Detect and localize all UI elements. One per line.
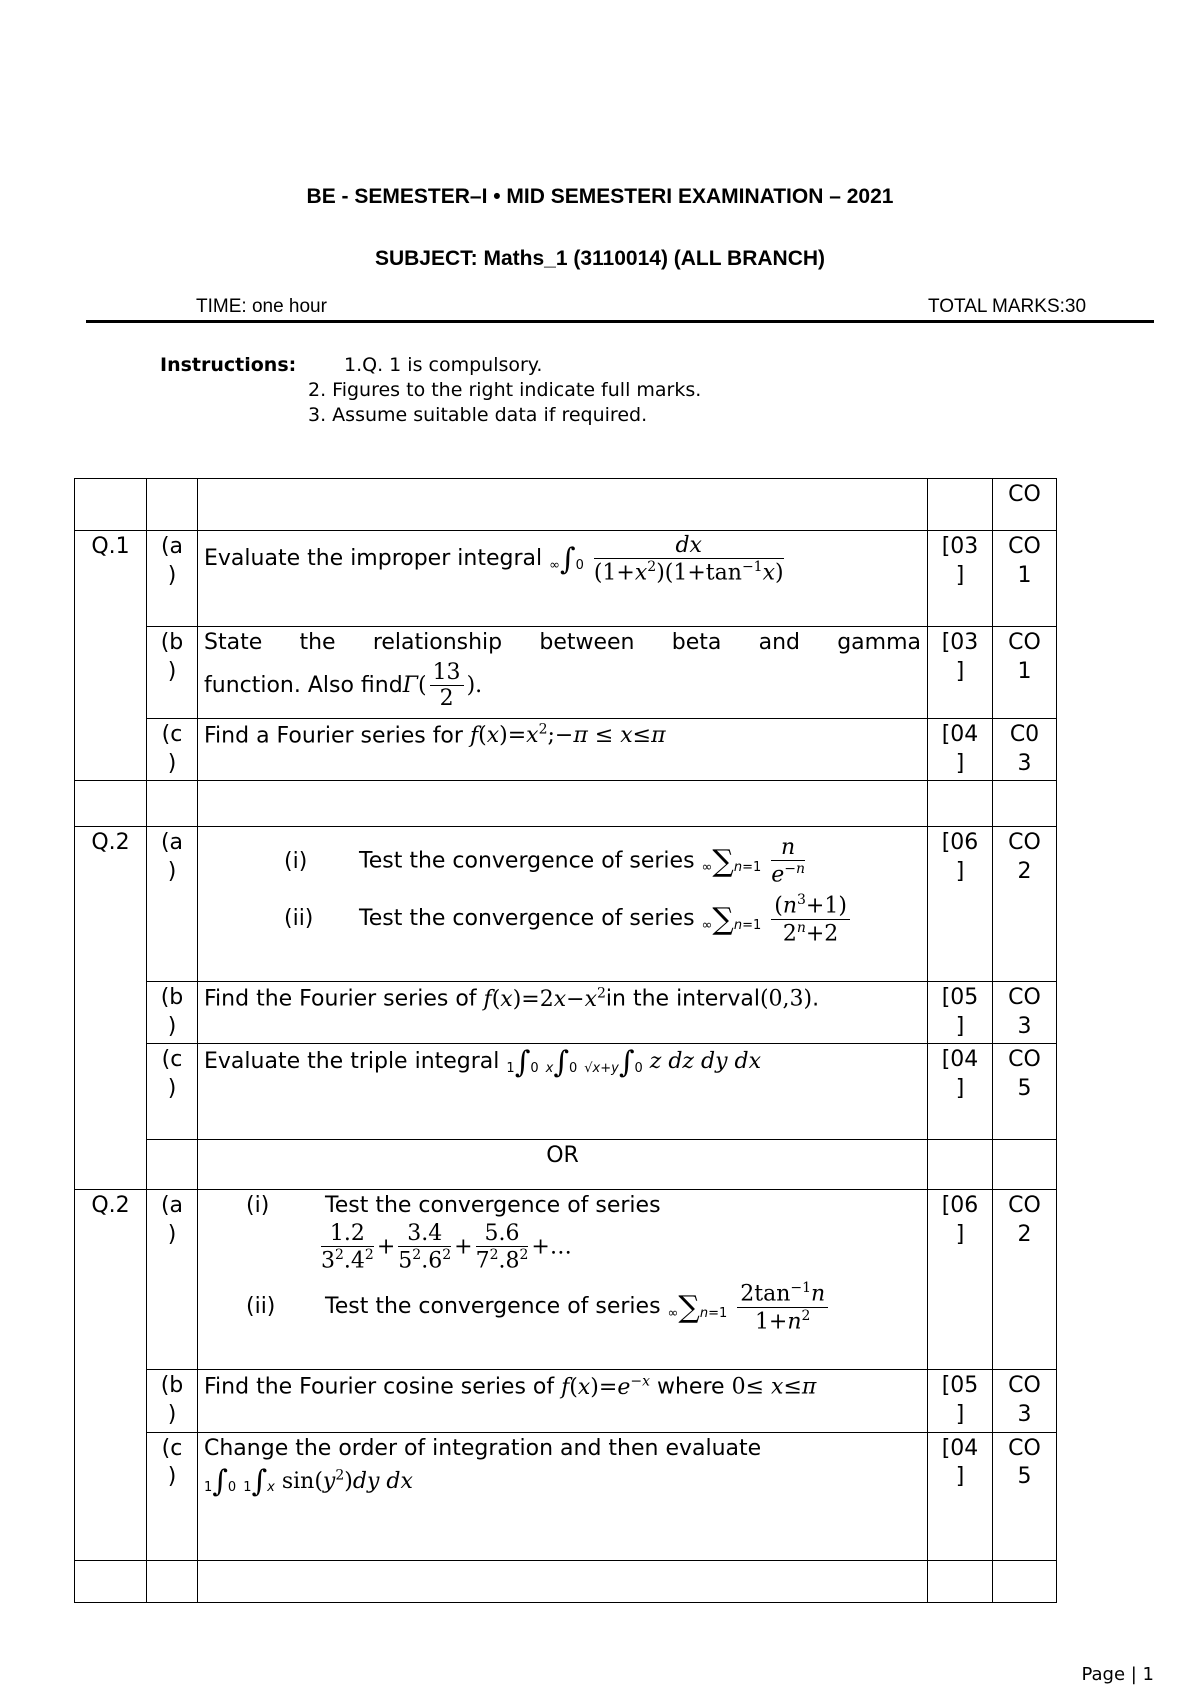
part-label: (b ) <box>147 982 198 1044</box>
table-row <box>75 1044 1057 1140</box>
time-label: TIME: one hour <box>196 296 327 317</box>
marks: [06 ] <box>928 1190 993 1370</box>
table-row <box>75 827 1057 982</box>
subpart-label: (ii) <box>246 1294 276 1320</box>
integral-symbol: x∫0 <box>545 1045 578 1081</box>
question-label: Q.2 <box>75 827 147 1190</box>
question-phrase: function. Also find <box>204 672 403 698</box>
course-outcome: CO 1 <box>993 627 1057 719</box>
question-label: Q.2 <box>75 1190 147 1560</box>
sum-symbol: ∞∑n=1 <box>701 844 762 880</box>
part-label: (b ) <box>147 627 198 719</box>
page-number: Page | 1 <box>1081 1664 1154 1685</box>
question-text <box>198 1370 928 1432</box>
question-text <box>198 827 928 982</box>
or-label: OR <box>198 1140 928 1190</box>
part-label: (a ) <box>147 1190 198 1370</box>
integrand-expression: z dz dy dx <box>649 1049 762 1075</box>
question-text: Find a Fourier series for $f(x)=x^2;-\pi \le x\le\pi$ <box>198 719 928 781</box>
instruction-3: 3. Assume suitable data if required. <box>308 404 648 426</box>
instructions-label: Instructions: <box>160 354 297 376</box>
subject-line: SUBJECT: Maths_1 (3110014) (ALL BRANCH) <box>374 247 826 270</box>
question-phrase: Test the convergence of series <box>325 1294 661 1320</box>
question-line: State the relationship between beta and gamma <box>204 630 921 655</box>
header-rule <box>86 320 1154 323</box>
marks: [05 ] <box>928 982 993 1044</box>
spacer-row <box>75 781 1057 827</box>
course-outcome: CO 2 <box>993 1190 1057 1370</box>
marks: [03 ] <box>928 531 993 627</box>
table-row <box>75 982 1057 1044</box>
question-phrase: Test the convergence of series <box>359 906 695 932</box>
or-row <box>75 1140 1057 1190</box>
course-outcome: CO 3 <box>993 1370 1057 1432</box>
question-label: Q.1 <box>75 531 147 781</box>
gamma-fraction: $\frac{13}{2}$ <box>430 660 464 712</box>
series-fraction: $\frac{n}{e^{-n}}$ <box>771 835 806 888</box>
integral-symbol: 1∫0 <box>506 1045 539 1081</box>
subpart-label: (i) <box>284 848 308 874</box>
part-label: (a ) <box>147 827 198 982</box>
marks: [04 ] <box>928 1044 993 1140</box>
marks: [04 ] <box>928 719 993 781</box>
subpart-label: (ii) <box>284 906 314 932</box>
exam-title: BE - SEMESTER–I • MID SEMESTERI EXAMINATION – 2021 <box>306 185 894 208</box>
sum-symbol: ∞∑n=1 <box>701 901 762 937</box>
marks: [04 ] <box>928 1432 993 1560</box>
question-phrase: Find the Fourier series of <box>204 986 477 1012</box>
double-integral: 1∫0 1∫x $\sin(y^2)dy$ dx <box>204 1464 413 1500</box>
question-text <box>198 1190 928 1370</box>
spacer-row <box>75 1560 1057 1602</box>
question-phrase: in the interval <box>605 986 760 1012</box>
table-row <box>75 1432 1057 1560</box>
interval-expression: 0≤ x≤π <box>731 1374 817 1400</box>
function-expression: $f(x)=e^{-x}$ <box>561 1373 650 1400</box>
question-phrase: Find a Fourier series for <box>204 723 463 749</box>
question-phrase: Test the convergence of series <box>325 1193 661 1219</box>
marks: [05 ] <box>928 1370 993 1432</box>
table-header-row <box>75 479 1057 531</box>
course-outcome: CO 5 <box>993 1432 1057 1560</box>
course-outcome: CO 5 <box>993 1044 1057 1140</box>
question-text <box>198 531 928 627</box>
question-phrase: Test the convergence of series <box>359 848 695 874</box>
series-fraction: $\frac{2\tan^{-1}n}{1+n^2}$ <box>737 1280 828 1334</box>
subpart-label: (i) <box>246 1193 270 1219</box>
part-label: (a ) <box>147 531 198 627</box>
course-outcome: CO 2 <box>993 827 1057 982</box>
table-row <box>75 1370 1057 1432</box>
integral-symbol: √x+y∫0 <box>584 1045 643 1081</box>
part-label: (c ) <box>147 1044 198 1140</box>
marks: [03 ] <box>928 627 993 719</box>
instruction-1: 1.Q. 1 is compulsory. <box>344 354 543 376</box>
table-row <box>75 531 1057 627</box>
function-expression: f <box>469 723 479 749</box>
part-label: (c ) <box>147 1432 198 1560</box>
question-text <box>198 1432 928 1560</box>
part-label: (c ) <box>147 719 198 781</box>
integral-symbol: ∞∫0 <box>549 541 584 577</box>
question-table <box>74 478 1057 1603</box>
table-row <box>75 719 1057 781</box>
question-text <box>198 1044 928 1140</box>
course-outcome: C0 3 <box>993 719 1057 781</box>
marks: [06 ] <box>928 827 993 982</box>
function-expression: $f(x)=2x-x^2$ <box>483 985 606 1012</box>
integrand-fraction: $\frac{dx}{(1+x^2)(1+\tan^{-1}x)}$ <box>593 533 784 586</box>
question-phrase: Find the Fourier cosine series of <box>204 1374 555 1400</box>
part-label: (b ) <box>147 1370 198 1432</box>
question-text: Find the Fourier series of $f(x)=2x-x^2in$ the interval(0,3). <box>198 982 928 1044</box>
instruction-2: 2. Figures to the right indicate full marks. <box>308 379 702 401</box>
question-phrase: Evaluate the improper integral <box>204 546 543 572</box>
sum-symbol: ∞∑n=1 <box>667 1289 728 1325</box>
question-phrase: Change the order of integration and then evaluate <box>204 1435 762 1461</box>
interval-expression: (0,3) <box>759 986 813 1012</box>
course-outcome: CO 3 <box>993 982 1057 1044</box>
question-phrase: Evaluate the triple integral <box>204 1049 500 1075</box>
question-text: State the relationship between beta and gamma function. Also findΓ( $\frac{13}{2}$ ). <box>198 627 928 719</box>
series-expression: $\frac{1.2}{3^2.4^2}$ + $\frac{3.4}{5^2.6^2}$ + $\frac{5.6}{7^2.8^2}$ +… <box>321 1220 572 1274</box>
co-header: CO <box>993 479 1057 531</box>
total-marks: TOTAL MARKS:30 <box>928 296 1087 317</box>
table-row <box>75 1190 1057 1370</box>
gamma-expression: Γ <box>402 672 418 698</box>
series-fraction: $\frac{(n^3+1)}{2^n+2}$ <box>771 892 850 946</box>
table-row <box>75 627 1057 719</box>
course-outcome: CO 1 <box>993 531 1057 627</box>
question-phrase: where <box>657 1374 725 1400</box>
